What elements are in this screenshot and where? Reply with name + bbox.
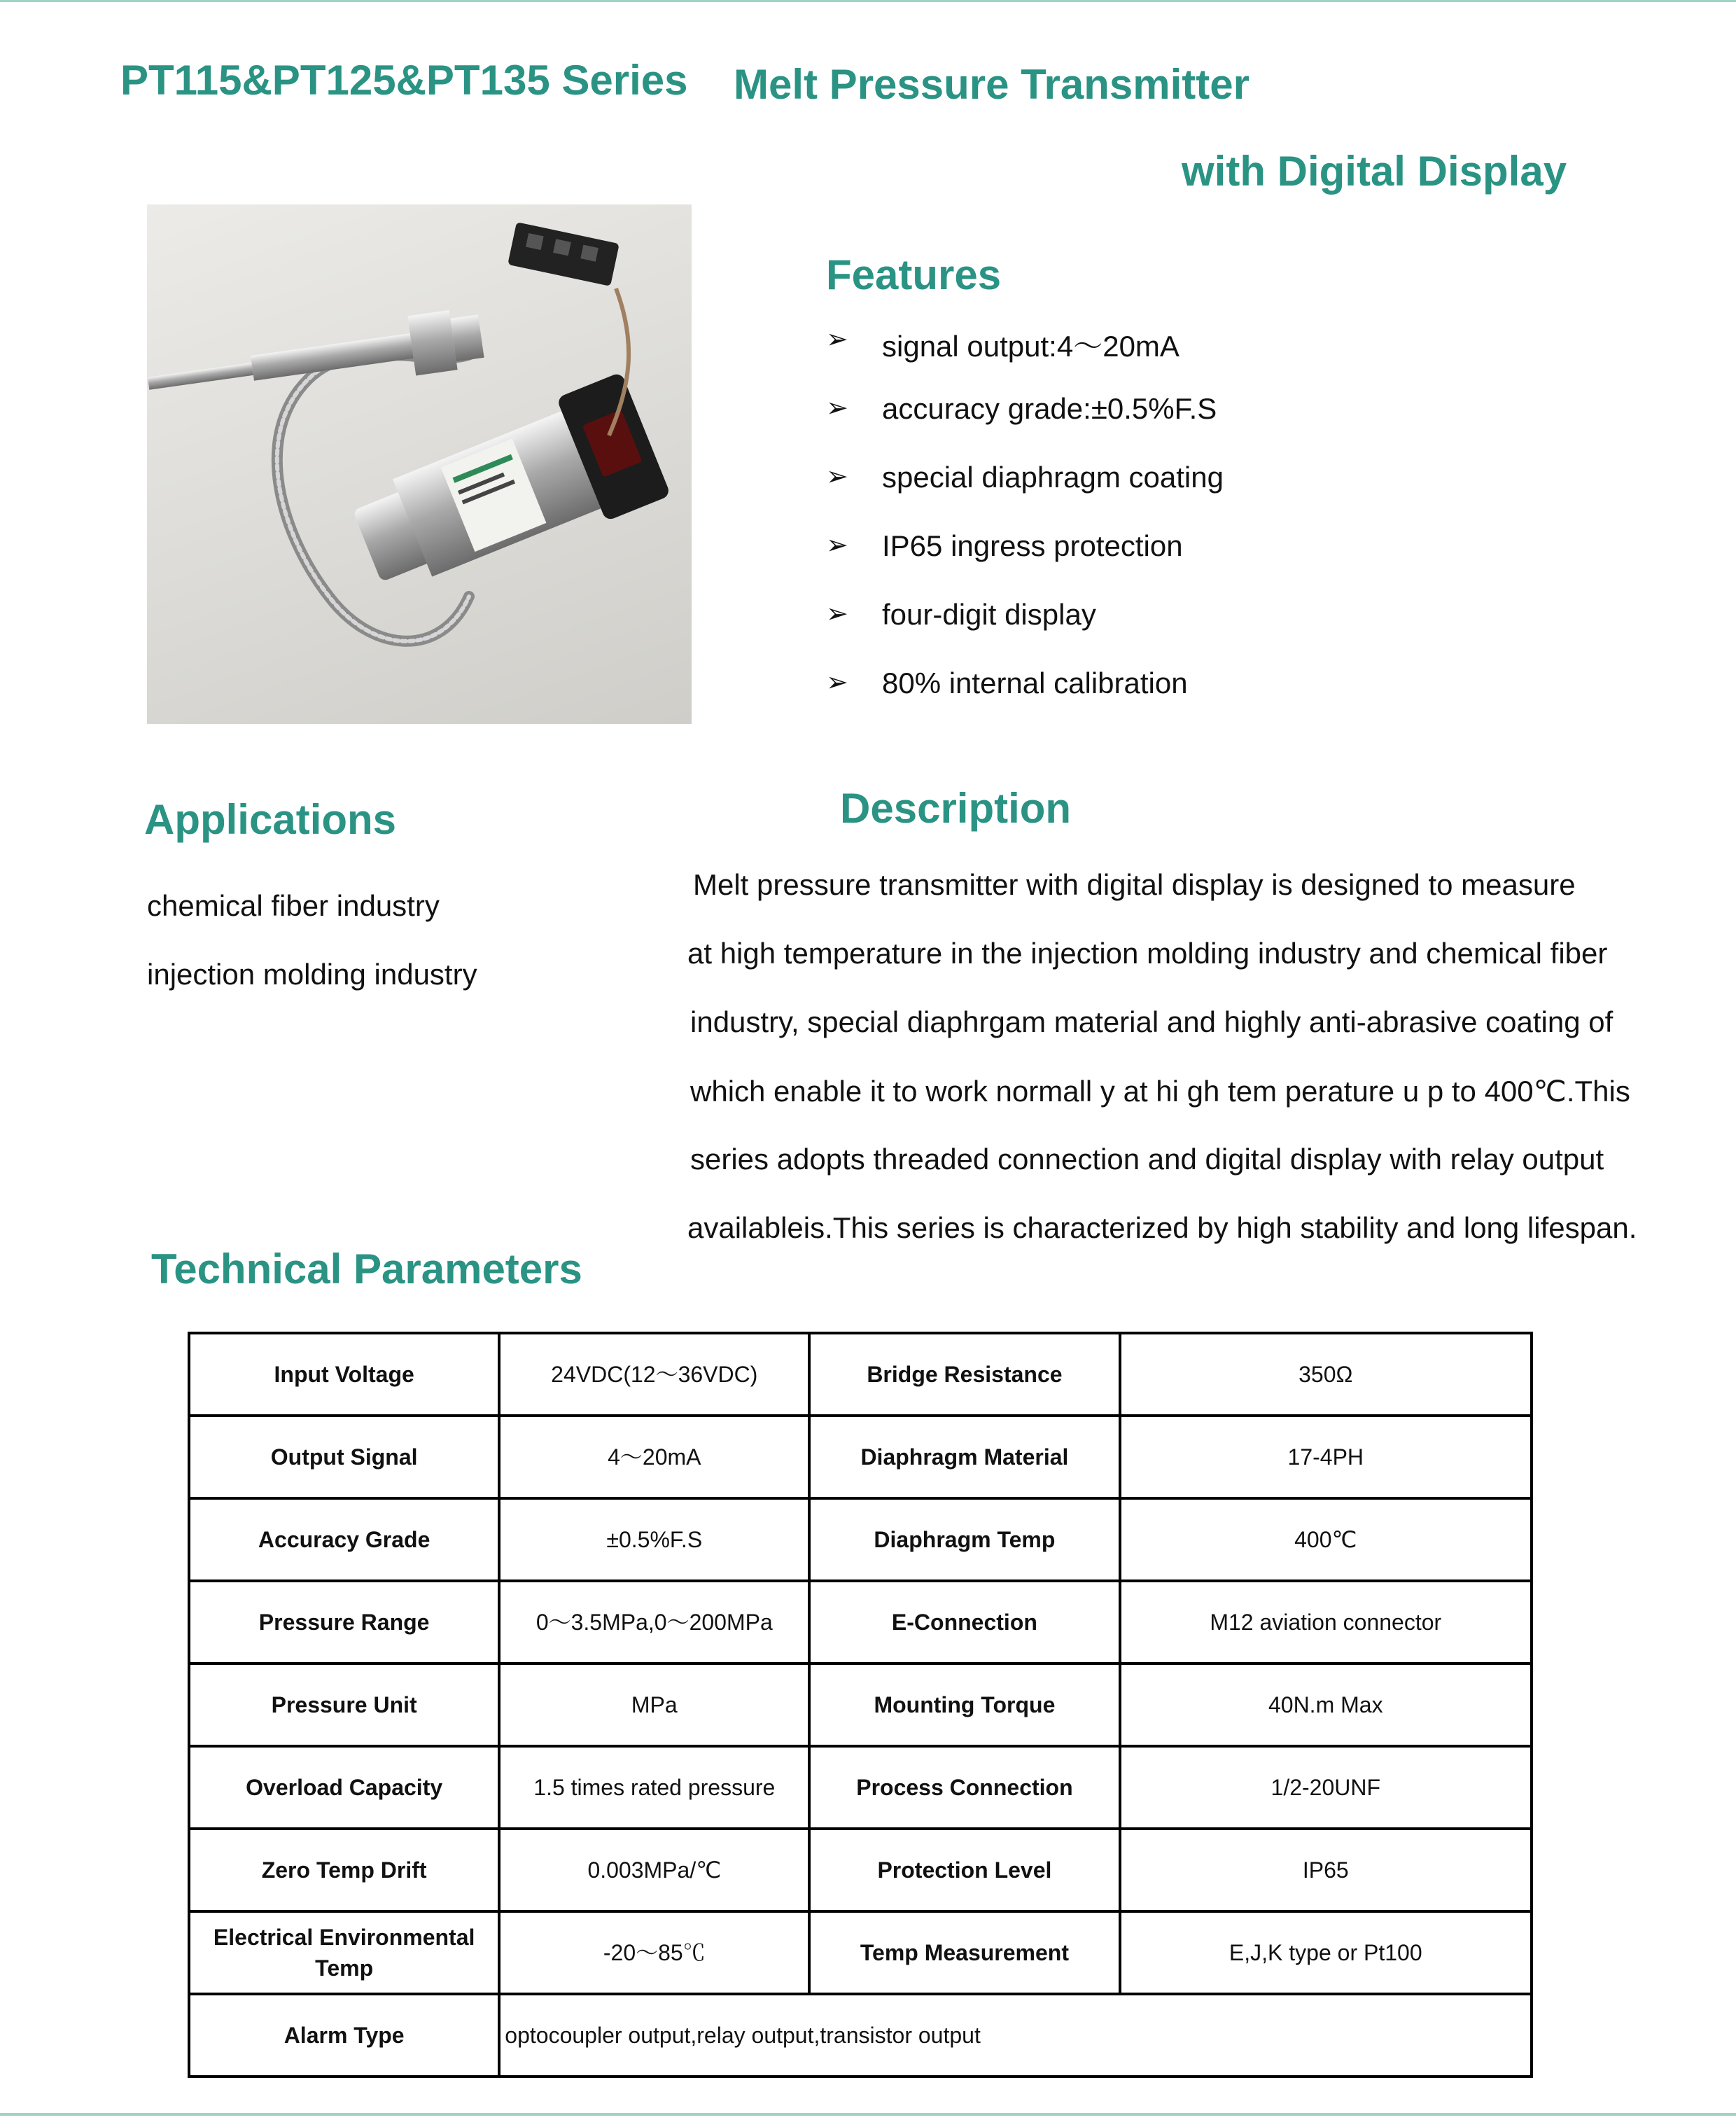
- technical-parameters-table: [188, 1332, 1533, 2078]
- param-label: Input Voltage: [189, 1333, 499, 1416]
- feature-item: ➢ accuracy grade:±0.5%F.S: [826, 392, 1217, 425]
- feature-item: ➢ four-digit display: [826, 598, 1096, 631]
- description-line: at high temperature in the injection molding industry and chemical fiber: [687, 937, 1608, 970]
- table-row: [189, 1498, 1532, 1581]
- param-label: Alarm Type: [189, 1994, 499, 2077]
- param-label: E-Connection: [809, 1581, 1119, 1664]
- param-value: optocoupler output,relay output,transistor output: [499, 1994, 1532, 2077]
- description-line: Melt pressure transmitter with digital display is designed to measure: [693, 868, 1576, 901]
- param-value: ±0.5%F.S: [499, 1498, 809, 1581]
- arrow-bullet-icon: ➢: [826, 599, 848, 629]
- features-list: [826, 323, 1224, 735]
- feature-item: ➢ 80% internal calibration: [826, 667, 1188, 699]
- param-label: Mounting Torque: [809, 1664, 1119, 1746]
- feature-item: ➢ special diaphragm coating: [826, 461, 1224, 494]
- transmitter-illustration: [147, 204, 692, 724]
- param-value: 0.003MPa/℃: [499, 1829, 809, 1911]
- arrow-bullet-icon: ➢: [826, 462, 848, 491]
- page-title-models: PT115&PT125&PT135 Series: [120, 57, 688, 104]
- param-label: Electrical Environmental Temp: [189, 1911, 499, 1994]
- param-label: Accuracy Grade: [189, 1498, 499, 1581]
- page-title-product: Melt Pressure Transmitter: [734, 61, 1250, 108]
- param-label: Pressure Unit: [189, 1664, 499, 1746]
- applications-list: [147, 889, 477, 1026]
- features-heading: Features: [826, 251, 1002, 298]
- table-row: [189, 1746, 1532, 1829]
- top-divider: [0, 0, 1736, 2]
- param-value: -20～85℃: [499, 1911, 809, 1994]
- param-value: 24VDC(12～36VDC): [499, 1333, 809, 1416]
- arrow-bullet-icon: ➢: [826, 531, 848, 560]
- table-row: [189, 1829, 1532, 1911]
- table-row: [189, 1581, 1532, 1664]
- application-item: chemical fiber industry: [147, 889, 440, 922]
- param-label: Temp Measurement: [809, 1911, 1119, 1994]
- param-label: Diaphragm Material: [809, 1416, 1119, 1498]
- feature-item: ➢ IP65 ingress protection: [826, 529, 1183, 562]
- product-photo: [147, 204, 692, 724]
- param-value: 350Ω: [1120, 1333, 1532, 1416]
- param-value: MPa: [499, 1664, 809, 1746]
- param-value: 17-4PH: [1120, 1416, 1532, 1498]
- param-value: IP65: [1120, 1829, 1532, 1911]
- application-item: injection molding industry: [147, 958, 477, 991]
- param-value: E,J,K type or Pt100: [1120, 1911, 1532, 1994]
- table-row: [189, 1333, 1532, 1416]
- description-line: industry, special diaphrgam material and highly anti-abrasive coating of: [690, 1005, 1614, 1038]
- param-label: Protection Level: [809, 1829, 1119, 1911]
- param-label: Bridge Resistance: [809, 1333, 1119, 1416]
- description-line: availableis.This series is characterized by high stability and long lifespan.: [687, 1211, 1637, 1244]
- param-value: 0～3.5MPa,0～200MPa: [499, 1581, 809, 1664]
- param-label: Overload Capacity: [189, 1746, 499, 1829]
- feature-item: ➢ signal output:4～20mA: [826, 325, 1180, 363]
- table-row: [189, 1994, 1532, 2077]
- description-line: which enable it to work normall y at hi gh tem perature u p to 400℃.This: [690, 1075, 1630, 1108]
- description-line: series adopts threaded connection and digital display with relay output: [690, 1143, 1604, 1176]
- param-label: Output Signal: [189, 1416, 499, 1498]
- description-text: [687, 868, 1695, 1280]
- table-row: [189, 1664, 1532, 1746]
- param-value: 4～20mA: [499, 1416, 809, 1498]
- applications-heading: Applications: [144, 796, 397, 843]
- param-label: Process Connection: [809, 1746, 1119, 1829]
- arrow-bullet-icon: ➢: [826, 393, 848, 423]
- arrow-bullet-icon: ➢: [826, 325, 848, 354]
- param-label: Diaphragm Temp: [809, 1498, 1119, 1581]
- page-subtitle: with Digital Display: [1182, 148, 1567, 195]
- param-value: 1.5 times rated pressure: [499, 1746, 809, 1829]
- arrow-bullet-icon: ➢: [826, 668, 848, 697]
- description-heading: Description: [840, 785, 1072, 832]
- param-value: 400℃: [1120, 1498, 1532, 1581]
- param-label: Pressure Range: [189, 1581, 499, 1664]
- param-label: Zero Temp Drift: [189, 1829, 499, 1911]
- table-row: [189, 1911, 1532, 1994]
- param-value: M12 aviation connector: [1120, 1581, 1532, 1664]
- table-row: [189, 1416, 1532, 1498]
- technical-parameters-heading: Technical Parameters: [151, 1246, 582, 1292]
- param-value: 40N.m Max: [1120, 1664, 1532, 1746]
- param-value: 1/2-20UNF: [1120, 1746, 1532, 1829]
- bottom-divider: [0, 2113, 1736, 2116]
